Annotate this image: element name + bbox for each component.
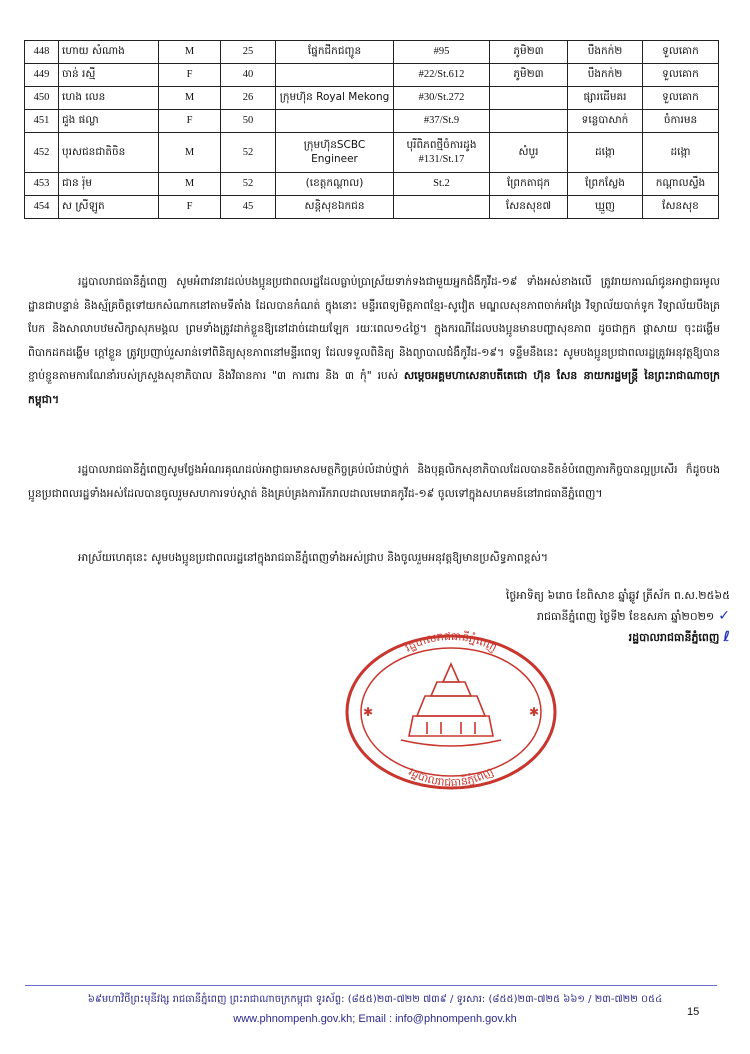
appeal-paragraph	[28, 270, 720, 411]
seal-star-left-icon: ✱	[363, 705, 374, 719]
cell-address: បុរីពិភពថ្មីចំការដូង #131/St.17	[394, 133, 490, 173]
cell-village: សំបួរ	[490, 133, 568, 173]
solar-date: រាជធានីភ្នំពេញ ថ្ងៃទី២ ខែឧសភា ឆ្នាំ២០២១	[537, 610, 715, 623]
table-row	[25, 110, 719, 133]
footer-divider	[25, 985, 717, 986]
page-number: 15	[687, 1006, 700, 1018]
cell-district: សែនសុខ	[643, 196, 719, 219]
table-row	[25, 133, 719, 173]
cell-commune: បឹងកក់២	[568, 64, 643, 87]
cell-age: 25	[221, 41, 276, 64]
cell-no: 449	[25, 64, 59, 87]
cell-commune: ផ្សារដើមគរ	[568, 87, 643, 110]
cell-name: ជាន រ៉ុម	[59, 173, 159, 196]
cell-no: 448	[25, 41, 59, 64]
cell-no: 451	[25, 110, 59, 133]
cell-no: 453	[25, 173, 59, 196]
cell-no: 452	[25, 133, 59, 173]
cell-age: 40	[221, 64, 276, 87]
cell-sex: F	[159, 196, 221, 219]
cell-workplace	[276, 110, 394, 133]
cell-workplace: (ខេត្តកណ្ដាល)	[276, 173, 394, 196]
seal-outer-ring	[347, 636, 555, 788]
cell-village: ភូមិ២៣	[490, 64, 568, 87]
cell-district: ទួលគោក	[643, 41, 719, 64]
thanks-paragraph: រដ្ឋបាលរាជធានីភ្នំពេញសូមថ្លែងអំណរគុណដល់អាជ្ញាធរមានសមត្ថកិច្ចគ្រប់លំដាប់ថ្នាក់ និងបុគ្គលិកសុខាភិបាលដែលបានខិតខំបំពេញភារកិច្ចបានល្អប្រសើរ ក៏ដូចបងប្អូនប្រជាពលរដ្ឋទាំងអស់ដែលបានចូលរួមសហការទប់ស្កាត់ និងគ្រប់គ្រងការរីករាលដាលមេរោគកូវីដ-១៩ ចូលទៅក្នុងសហគមន៍នៅរាជធានីភ្នំពេញ។	[28, 463, 720, 500]
cell-district: ដង្កោ	[643, 133, 719, 173]
cell-district: ចំការមន	[643, 110, 719, 133]
patients-table-body	[25, 41, 719, 219]
footer-contact: www.phnompenh.gov.kh; Email : info@phnompenh.gov.kh	[233, 1013, 517, 1025]
cell-district: កណ្ដាលស្ទឹង	[643, 173, 719, 196]
initial-mark-icon: ℓ	[723, 629, 730, 645]
table-row	[25, 196, 719, 219]
cell-name: ជួង ផល្លា	[59, 110, 159, 133]
initial-mark-icon: ✓	[718, 608, 730, 624]
cell-address: #95	[394, 41, 490, 64]
cell-workplace: សន្តិសុខឯកជន	[276, 196, 394, 219]
table-row	[25, 173, 719, 196]
cell-sex: F	[159, 64, 221, 87]
seal-text-top: រដ្ឋបាលរាជធានីភ្នំពេញ	[402, 629, 499, 655]
cell-name: បុរសជនជាតិចិន	[59, 133, 159, 173]
seal-temple-emblem	[401, 664, 501, 746]
appeal-text: រដ្ឋបាលរាជធានីភ្នំពេញ សូមអំពាវនាវដល់បងប្អូនប្រជាពលរដ្ឋដែលធ្លាប់ប្រាស្រ័យទាក់ទងជាមួយអ្នកជំងឺកូវីដ-១៩ ទាំងអស់ខាងលើ ត្រូវរាយការណ៍ជូនអាជ្ញាធរមូលដ្ឋានជាបន្ទាន់ និងស្ម័គ្រចិត្តទៅយកសំណាកនៅតាមទីតាំង ដែលបានកំណត់ ក្នុងនោះ មន្ទីរពេទ្យមិត្តភាពខ្មែរ-សូវៀត មណ្ឌលសុខភាពចាក់អង្រែ វិទ្យាល័យបាក់ទូក វិទ្យាល័យបឹងត្របែក និងសាលាបឋមសិក្សាសុភមង្គល ព្រមទាំងត្រូវដាក់ខ្លួនឱ្យនៅដាច់ដោយឡែក រយៈពេល១៤ថ្ងៃ។ ក្នុងករណីដែលបងប្អូនមានបញ្ហាសុខភាព ដូចជាក្អក ផ្ដាសាយ ចុះដង្ហើម ពិបាកដកដង្ហើម ក្ដៅខ្លួន ត្រូវប្រញាប់រួសរាន់ទៅពិនិត្យសុខភាពនៅមន្ទីរពេទ្យ ដែលទទួលពិនិត្យ និងព្យាបាលជំងឺកូវីដ-១៩។ ទន្ទឹមនឹងនេះ សូមបងប្អូនប្រជាពលរដ្ឋត្រូវអនុវត្តឱ្យបានខ្ជាប់ខ្ជួនតាមការណែនាំរបស់ក្រសួងសុខាភិបាល និងវិធានការ "៣ ការពារ និង ៣ កុំ" របស់	[28, 275, 720, 382]
cell-sex: M	[159, 173, 221, 196]
lunar-date: ថ្ងៃអាទិត្យ ៦រោច ខែពិសាខ ឆ្នាំឆ្លូវ ត្រីស័ក ព.ស.២៥៦៥	[505, 589, 730, 602]
cell-workplace: ក្រុមហ៊ុនSCBC Engineer	[276, 133, 394, 173]
cell-commune: ទន្លេបាសាក់	[568, 110, 643, 133]
cell-sex: M	[159, 133, 221, 173]
seal-text-bottom: រដ្ឋបាលរាជធានីភ្នំពេញ	[406, 764, 496, 790]
cell-district: ទួលគោក	[643, 87, 719, 110]
patients-table	[24, 40, 719, 219]
cell-age: 52	[221, 133, 276, 173]
cell-commune: ដង្កោ	[568, 133, 643, 173]
cell-village: ព្រែកតាជុក	[490, 173, 568, 196]
cell-no: 450	[25, 87, 59, 110]
cell-no: 454	[25, 196, 59, 219]
cell-sex: M	[159, 41, 221, 64]
cell-village: សែនសុខ៧	[490, 196, 568, 219]
table-row	[25, 41, 719, 64]
cell-address: #22/St.612	[394, 64, 490, 87]
cell-name: ចាន់ រស្មី	[59, 64, 159, 87]
cell-commune: ឃ្មួញ	[568, 196, 643, 219]
cell-age: 52	[221, 173, 276, 196]
cell-workplace	[276, 64, 394, 87]
cell-age: 26	[221, 87, 276, 110]
cell-address: #37/St.9	[394, 110, 490, 133]
signing-office: រដ្ឋបាលរាជធានីភ្នំពេញ	[628, 631, 720, 644]
cell-age: 50	[221, 110, 276, 133]
cell-commune: បឹងកក់២	[568, 41, 643, 64]
cell-village	[490, 87, 568, 110]
cell-address	[394, 196, 490, 219]
seal-inner-ring	[361, 648, 541, 776]
conclusion-paragraph: អាស្រ័យហេតុនេះ សូមបងប្អូនប្រជាពលរដ្ឋនៅក្នុងរាជធានីភ្នំពេញទាំងអស់ជ្រាប និងចូលរួមអនុវត្តឱ្យមានប្រសិទ្ធភាពខ្ពស់។	[78, 551, 549, 564]
cell-name: ហេង លេន	[59, 87, 159, 110]
cell-workplace: ក្រុមហ៊ុន Royal Mekong	[276, 87, 394, 110]
cell-sex: F	[159, 110, 221, 133]
cell-commune: ព្រែកស្លែង	[568, 173, 643, 196]
footer-address: ៦៩មហាវិថីព្រះមុនីវង្ស រាជធានីភ្នំពេញ ព្រះរាជាណាចក្រកម្ពុជា ទូរស័ព្ទ: (៨៥៥)២៣-៧២២ ៧៣៩ / ទូរសារ: (៨៥៥)២៣-៧២៥ ៦៦១ / ២៣-៧២២ ០៥៤	[87, 994, 663, 1005]
table-row	[25, 64, 719, 87]
cell-village	[490, 110, 568, 133]
prime-minister-title: សម្ដេចអគ្គមហាសេនាបតីតេជោ ហ៊ុន សែន នាយករដ្ឋមន្ត្រី នៃព្រះរាជាណាចក្រកម្ពុជា។	[28, 369, 720, 406]
cell-village: ភូមិ២៣	[490, 41, 568, 64]
table-row	[25, 87, 719, 110]
seal-star-right-icon: ✱	[529, 705, 540, 719]
cell-district: ទួលគោក	[643, 64, 719, 87]
cell-sex: M	[159, 87, 221, 110]
cell-address: #30/St.272	[394, 87, 490, 110]
cell-name: ស ស្រីឡូត	[59, 196, 159, 219]
cell-name: ហោយ សំណាង	[59, 41, 159, 64]
cell-workplace: ផ្នែកជីកជញ្ជូន	[276, 41, 394, 64]
cell-address: St.2	[394, 173, 490, 196]
cell-age: 45	[221, 196, 276, 219]
official-seal	[335, 612, 567, 790]
